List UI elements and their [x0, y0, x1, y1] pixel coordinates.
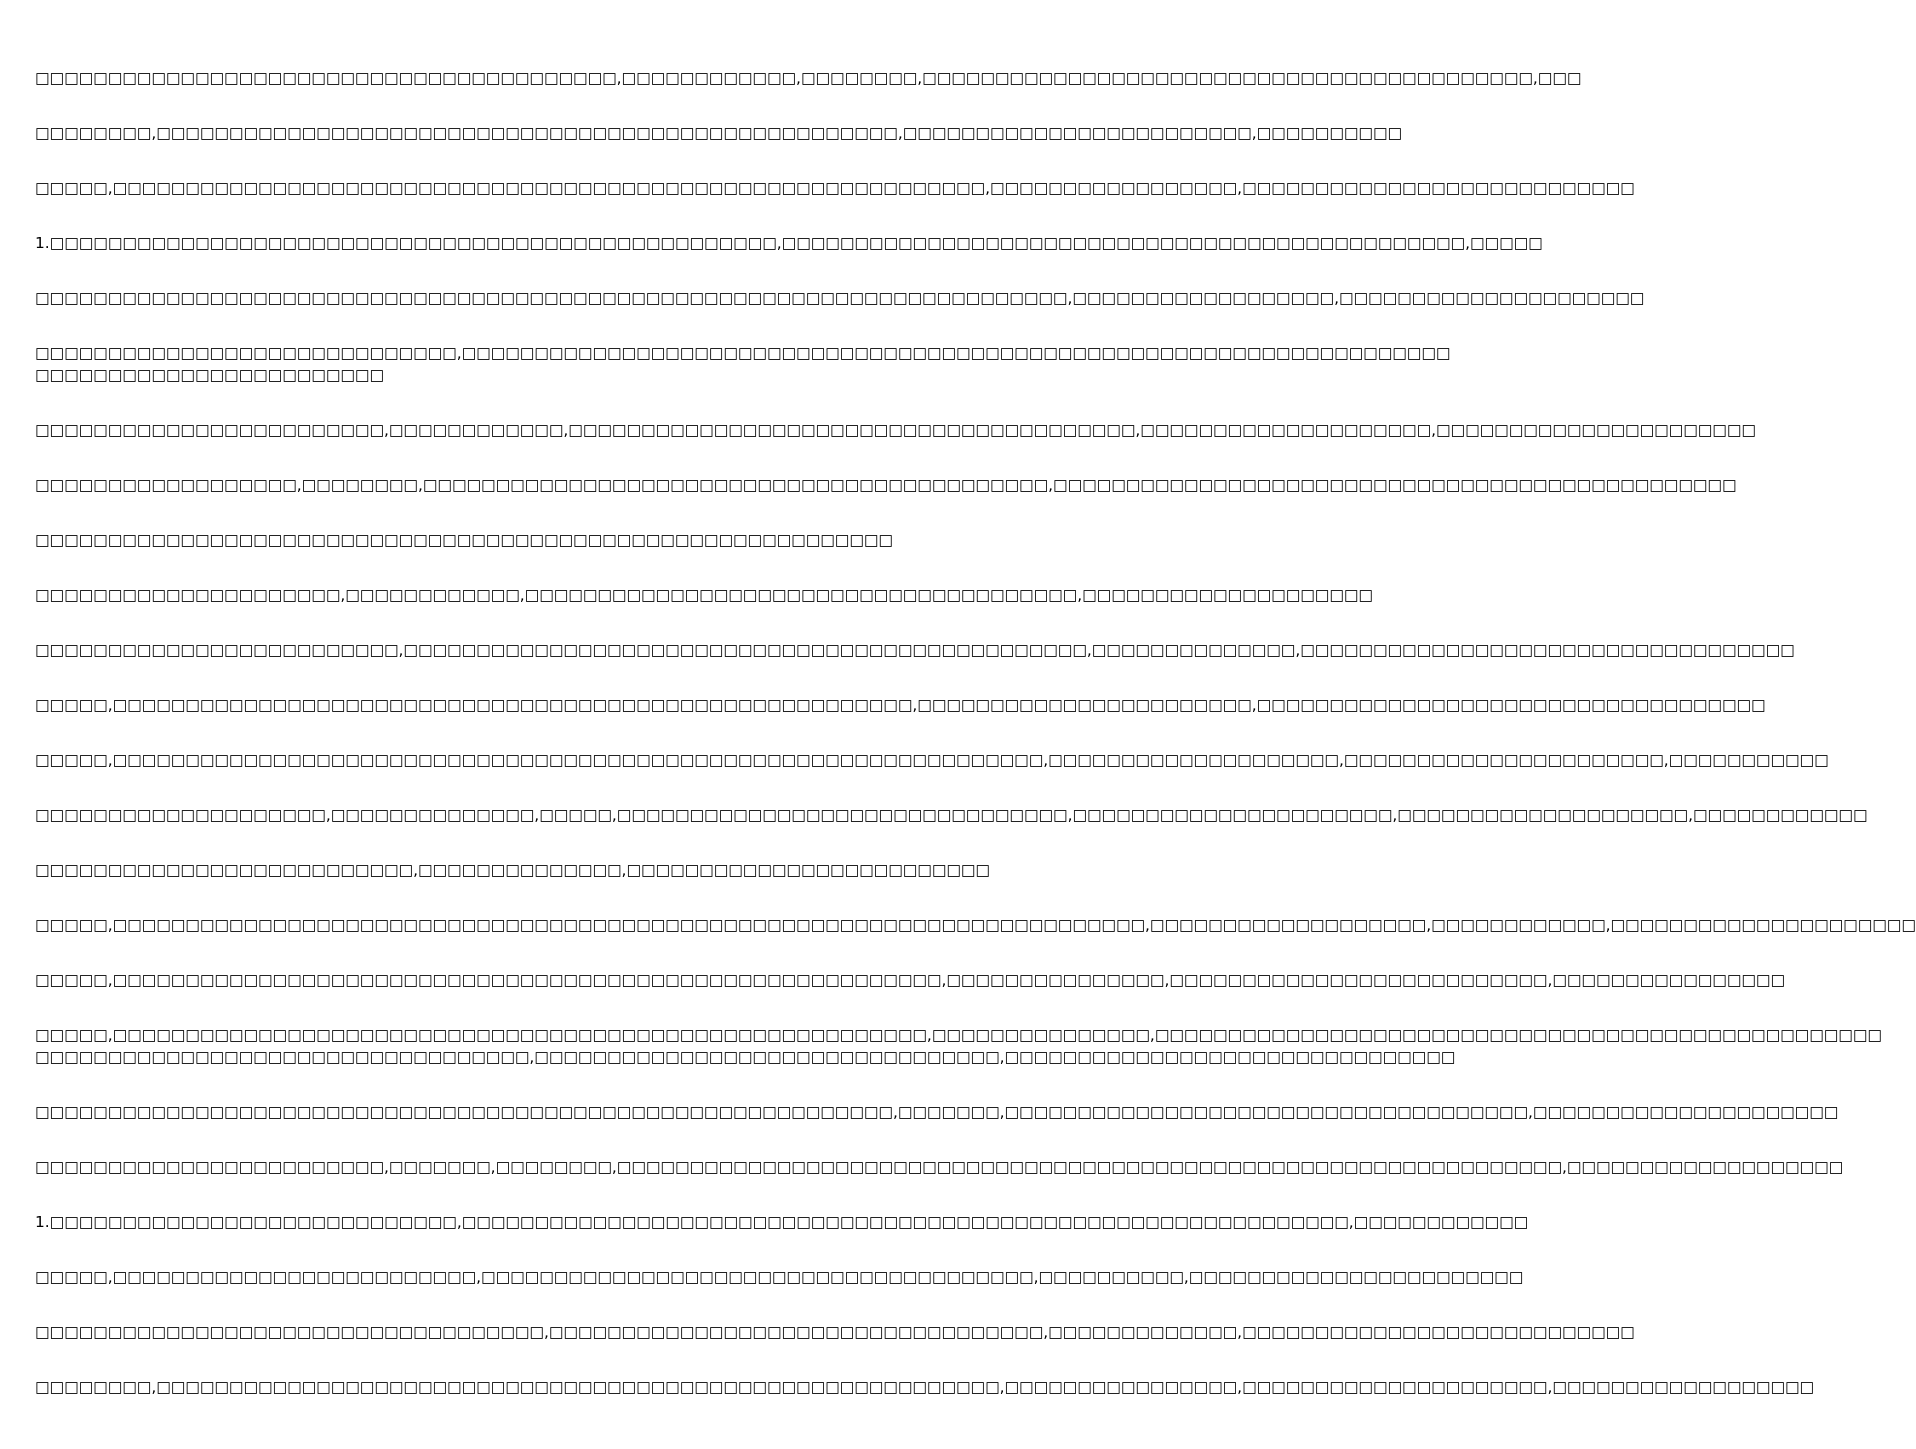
paragraph-8: [35, 474, 1737, 496]
paragraph-3: [35, 177, 1635, 199]
paragraph-11: [35, 639, 1795, 661]
paragraph-line: □□□□□□□□□□□□□□□□□□□□□□□□□□□□□□□□□□□□□□□□□□□□□□□□□□□□□□□□□□□: [35, 531, 893, 549]
paragraph-16: [35, 914, 1916, 936]
paragraph-line: □□□□□□□□□□□□□□□□□□□□□□□□,□□□□□□□□□□□□,□□□□□□□□□□□□□□□□□□□□□□□□□□□□□□□□□□□□□□□,□□□□□□□□□□□□□□□□□□□□,□□□□□□□□□□□□□□□□□□□□□□: [35, 421, 1756, 439]
paragraph-10: [35, 584, 1373, 606]
paragraph-line: □□□□□□□□□□□□□□□□□□□□□□□□□□□□□□□□□□□,□□□□□□□□□□□□□□□□□□□□□□□□□□□□□□□□□□,□□□□□□□□□□□□□,□□□□□□□□□□□□□□□□□□□□□□□□□□□: [35, 1323, 1635, 1341]
paragraph-4: [35, 232, 1543, 254]
paragraph-line: □□□□□□□□□□□□□□□□□□□□,□□□□□□□□□□□□□□,□□□□□,□□□□□□□□□□□□□□□□□□□□□□□□□□□□□□□,□□□□□□□□□□□□□□□□□□□□□□,□□□□□□□□□□□□□□□□□□□□,□□□□□□□□□□□□: [35, 806, 1868, 824]
paragraph-5: [35, 287, 1645, 309]
paragraph-line: □□□□□□□□□□□□□□□□□□□□□□□□,□□□□□□□,□□□□□□□□,□□□□□□□□□□□□□□□□□□□□□□□□□□□□□□□□□□□□□□□□□□□□□□□□□□□□□□□□□□□□□□□□□,□□□□□□□□□□□□□□□□□□□: [35, 1158, 1844, 1176]
paragraph-24: [35, 1376, 1815, 1398]
paragraph-23: [35, 1321, 1635, 1343]
paragraph-line: □□□□□□□□□□□□□□□□□□□□□□□□□□□□□□□□□□,□□□□□□□□□□□□□□□□□□□□□□□□□□□□□□□□,□□□□□□□□□□□□□□□□□□□□□□□□□□□□□□□: [35, 1048, 1456, 1066]
paragraph-18: [35, 1024, 1882, 1068]
paragraph-line: □□□□□□□□□□□□□□□□□□□□□□□□□□,□□□□□□□□□□□□□□,□□□□□□□□□□□□□□□□□□□□□□□□□: [35, 861, 990, 879]
paragraph-line: □□□□□,□□□□□□□□□□□□□□□□□□□□□□□□□□□□□□□□□□□□□□□□□□□□□□□□□□□□□□□,□□□□□□□□□□□□□□□□□□□□□□□,□□□□□□□□□□□□□□□□□□□□□□□□□□□□□□□□□□□: [35, 696, 1766, 714]
paragraph-20: [35, 1156, 1844, 1178]
paragraph-line: □□□□□□□□,□□□□□□□□□□□□□□□□□□□□□□□□□□□□□□□□□□□□□□□□□□□□□□□□□□□,□□□□□□□□□□□□□□□□□□□□□□□□,□□□□□□□□□□: [35, 124, 1403, 142]
paragraph-line: □□□□□,□□□□□□□□□□□□□□□□□□□□□□□□□,□□□□□□□□□□□□□□□□□□□□□□□□□□□□□□□□□□□□□□,□□□□□□□□□□,□□□□□□□□□□□□□□□□□□□□□□□: [35, 1268, 1524, 1286]
paragraph-line: □□□□□□□□□□□□□□□□□□□□□□□□□□□□□,□□□□□□□□□□□□□□□□□□□□□□□□□□□□□□□□□□□□□□□□□□□□□□□□□□□□□□□□□□□□□□□□□□□□: [35, 344, 1451, 362]
paragraph-15: [35, 859, 989, 881]
paragraph-line: □□□□□,□□□□□□□□□□□□□□□□□□□□□□□□□□□□□□□□□□□□□□□□□□□□□□□□□□□□□□□□,□□□□□□□□□□□□□□□,□□□□□□□□□□□□□□□□□□□□□□□□□□□□□□□□□□□□□□□□□□□□□□□□□□: [35, 1026, 1882, 1044]
paragraph-line: □□□□□,□□□□□□□□□□□□□□□□□□□□□□□□□□□□□□□□□□□□□□□□□□□□□□□□□□□□□□□□□,□□□□□□□□□□□□□□□,□□□□□□□□□□□□□□□□□□□□□□□□□□,□□□□□□□□□□□□□□□□: [35, 971, 1786, 989]
paragraph-6: [35, 342, 1451, 386]
paragraph-14: [35, 804, 1868, 826]
paragraph-line: □□□□□□□□□□□□□□□□□□□□□,□□□□□□□□□□□□,□□□□□□□□□□□□□□□□□□□□□□□□□□□□□□□□□□□□□□,□□□□□□□□□□□□□□□□□□□□: [35, 586, 1373, 604]
paragraph-line: 1.□□□□□□□□□□□□□□□□□□□□□□□□□□□□□□□□□□□□□□□□□□□□□□□□□□,□□□□□□□□□□□□□□□□□□□□□□□□□□□□□□□□□□□□□□□□□□□□□□□,□□□□□: [35, 234, 1543, 252]
paragraph-line: □□□□□□□□□□□□□□□□□□,□□□□□□□□,□□□□□□□□□□□□□□□□□□□□□□□□□□□□□□□□□□□□□□□□□□□,□□□□□□□□□□□□□□□□□□□□□□□□□□□□□□□□□□□□□□□□□□□□□□□: [35, 476, 1737, 494]
paragraph-line: □□□□□□□□□□□□□□□□□□□□□□□□□□□□□□□□□□□□□□□□,□□□□□□□□□□□□,□□□□□□□□,□□□□□□□□□□□□□□□□□□□□□□□□□□□□□□□□□□□□□□□□□□,□□□: [35, 69, 1582, 87]
paragraph-22: [35, 1266, 1524, 1288]
paragraph-line: □□□□□□□□□□□□□□□□□□□□□□□□: [35, 366, 384, 384]
paragraph-line: 1.□□□□□□□□□□□□□□□□□□□□□□□□□□□□,□□□□□□□□□□□□□□□□□□□□□□□□□□□□□□□□□□□□□□□□□□□□□□□□□□□□□□□□□□□□□,□□□□□□□□□□□□: [35, 1213, 1529, 1231]
paragraph-9: [35, 529, 989, 551]
paragraph-7: [35, 419, 1756, 441]
paragraph-13: [35, 749, 1829, 771]
paragraph-line: □□□□□,□□□□□□□□□□□□□□□□□□□□□□□□□□□□□□□□□□□□□□□□□□□□□□□□□□□□□□□□□□□□,□□□□□□□□□□□□□□□□□,□□□□□□□□□□□□□□□□□□□□□□□□□□□: [35, 179, 1635, 197]
paragraph-2: [35, 122, 1403, 144]
document-body: [35, 67, 1916, 1431]
paragraph-12: [35, 694, 1766, 716]
paragraph-line: □□□□□□□□□□□□□□□□□□□□□□□□□,□□□□□□□□□□□□□□□□□□□□□□□□□□□□□□□□□□□□□□□□□□□□□□□,□□□□□□□□□□□□□□,□□□□□□□□□□□□□□□□□□□□□□□□□□□□□□□□□□: [35, 641, 1795, 659]
paragraph-17: [35, 969, 1786, 991]
paragraph-line: □□□□□,□□□□□□□□□□□□□□□□□□□□□□□□□□□□□□□□□□□□□□□□□□□□□□□□□□□□□□□□□□□□□□□□,□□□□□□□□□□□□□□□□□□□□,□□□□□□□□□□□□□□□□□□□□□□,□□□□□□□□□□□: [35, 751, 1829, 769]
paragraph-21: [35, 1211, 1529, 1233]
paragraph-line: □□□□□□□□□□□□□□□□□□□□□□□□□□□□□□□□□□□□□□□□□□□□□□□□□□□□□□□□□□□□□□□□□□□□□□□,□□□□□□□□□□□□□□□□□□,□□□□□□□□□□□□□□□□□□□□□: [35, 289, 1645, 307]
paragraph-1: [35, 67, 1582, 89]
paragraph-line: □□□□□,□□□□□□□□□□□□□□□□□□□□□□□□□□□□□□□□□□□□□□□□□□□□□□□□□□□□□□□□□□□□□□□□□□□□□□□,□□□□□□□□□□□□□□□□□□□,□□□□□□□□□□□□,□□□□□□□□□□□□□□□□□□□□□: [35, 916, 1916, 934]
paragraph-line: □□□□□□□□□□□□□□□□□□□□□□□□□□□□□□□□□□□□□□□□□□□□□□□□□□□□□□□□□□□,□□□□□□□,□□□□□□□□□□□□□□□□□□□□□□□□□□□□□□□□□□□□,□□□□□□□□□□□□□□□□□□□□□: [35, 1103, 1839, 1121]
paragraph-19: [35, 1101, 1839, 1123]
paragraph-line: □□□□□□□□,□□□□□□□□□□□□□□□□□□□□□□□□□□□□□□□□□□□□□□□□□□□□□□□□□□□□□□□□□□,□□□□□□□□□□□□□□□□,□□□□□□□□□□□□□□□□□□□□□,□□□□□□□□□□□□□□□□□□: [35, 1378, 1815, 1396]
